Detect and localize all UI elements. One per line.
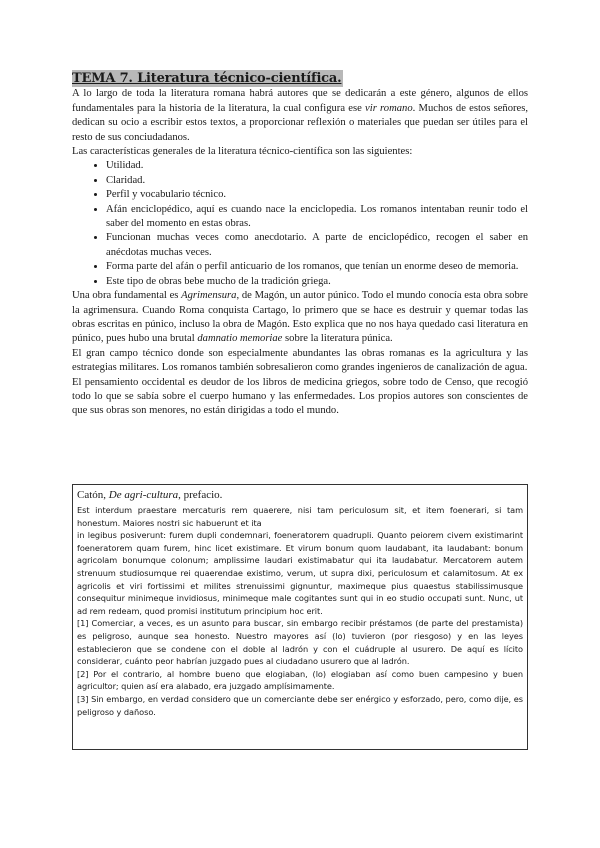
intro-text-1: A lo largo de toda la literatura romana habrá autores que se dedicarán a este género, algunos de ellos fundamentales para la historia de la literatura, la cual configura ese: [72, 88, 528, 114]
quote-title-rest: , prefacio.: [178, 489, 223, 501]
quote-title: [77, 487, 523, 503]
heading-wrap: [72, 70, 528, 87]
characteristics-intro: Las características generales de la literatura técnico-científica son las siguientes:: [72, 146, 413, 158]
magon-text-3: sobre la literatura púnica.: [282, 333, 393, 345]
magon-italic-1: Agrimensura: [181, 290, 237, 302]
list-item: • Forma parte del afán o perfil anticuario de los romanos, que tenían un enorme deseo de memoria.: [106, 260, 528, 274]
quote-work: De agri-cultura: [108, 489, 179, 501]
list-item: • Perfil y vocabulario técnico.: [106, 188, 528, 202]
translation-1: [1] Comerciar, a veces, es un asunto para buscar, sin embargo recibir préstamos (de parte del prestamista) es peligroso, aunque sea honesto. Nuestro mayores así (lo) tuvieron (por riesgoso) y en las leyes establecieron que se condene con el doble al ladrón y con el cuádruple al usurero. De aquí es lícito considerar, cuánto peor habrían juzgado pues al ciudadano usurero que al ladrón.: [77, 618, 523, 667]
agricultura-paragraph: El gran campo técnico donde son especialmente abundantes las obras romanas es la agricultura y las estrategias militares. Los romanos también sobresalieron como grandes ingenieros de canalización de agua.: [72, 347, 528, 374]
translation-2: [2] Por el contrario, al hombre bueno que elogiaban, (lo) elogiaban así como buen campesino y buen agricultor; quien así era alabado, era juzgado amplísimamente.: [77, 668, 523, 692]
document-body: [72, 70, 528, 419]
magon-paragraph: [72, 289, 528, 347]
page-title: TEMA 7. Literatura técnico-científica.: [72, 71, 342, 86]
quote-author: Catón,: [77, 489, 109, 501]
magon-text-2: , de Magón, un autor púnico. Todo el mundo conocía esta obra sobre la agrimensura. Cuando Roma conquista Cartago, lo primero que se hace es destruir y quemar todas las obras escritas en púnico, incluso la obra de Magón. Esto explica que no nos haya quedado casi literatura en púnico, pues hubo una brutal: [72, 290, 528, 345]
medicina-paragraph: El pensamiento occidental es deudor de los libros de medicina griegos, sobre todo de Censo, que recogió todo lo que se sabía sobre el cuerpo humano y las enfermedades. Los propios autores son conscientes de que sus obras son menores, no están dirigidas a todo el mundo.: [72, 376, 528, 417]
intro-italic: vir romano: [365, 102, 413, 114]
list-item: • Utilidad.: [106, 159, 528, 173]
cato-quote-box: [72, 484, 528, 750]
intro-paragraph: [72, 87, 528, 145]
characteristics-list: [72, 159, 528, 289]
magon-text-1: Una obra fundamental es: [72, 290, 182, 302]
magon-italic-2: damnatio memoriae: [197, 333, 283, 345]
list-item: • Claridad.: [106, 174, 528, 188]
list-item: • Afán enciclopédico, aquí es cuando nace la enciclopedia. Los romanos intentaban reunir todo el saber del momento en estas obras.: [106, 203, 528, 232]
translation-3: [3] Sin embargo, en verdad considero que un comerciante debe ser enérgico y esforzado, pero, como dije, es peligroso y dañoso.: [77, 693, 523, 717]
latin-text-2: in legibus posiverunt: furem dupli condemnari, foeneratorem quadrupli. Quanto peiorem civem existimarint foeneratorem quam furem, hinc licet existimare. Et virum bonum quom laudabant, ita laudabant: bonum agricolam bonumque colonum; amplissime laudari existimabatur qui ita laudabatur. Mercatorem autem strenuum studiosumque rei quaerendae existimo, verum, ut supra dixi, periculosum et calamitosum. At ex agricolis et viri fortissimi et milites strenuissimi gignuntur, maximeque pius quaestus stabilissimusque consequitur minimeque invidiosus, minimeque male cogitantes sunt qui in eo studio occupati sunt. Nunc, ut ad rem redeam, quod promisi institutum principium hoc erit.: [77, 530, 523, 616]
intro-text-2: . Muchos de estos señores, dedican su ocio a escribir estos textos, a proporcionar reflexión o materiales que puedan ser útiles para el resto de sus conciudadanos.: [72, 102, 529, 143]
list-item: • Este tipo de obras bebe mucho de la tradición griega.: [106, 275, 528, 289]
list-item: • Funcionan muchas veces como anecdotario. A parte de enciclopédico, recogen el saber en anécdotas muchas veces.: [106, 231, 528, 260]
latin-text-1: Est interdum praestare mercaturis rem quaerere, nisi tam periculosum sit, et item foenerari, si tam honestum. Maiores nostri sic habuerunt et ita: [77, 505, 523, 528]
